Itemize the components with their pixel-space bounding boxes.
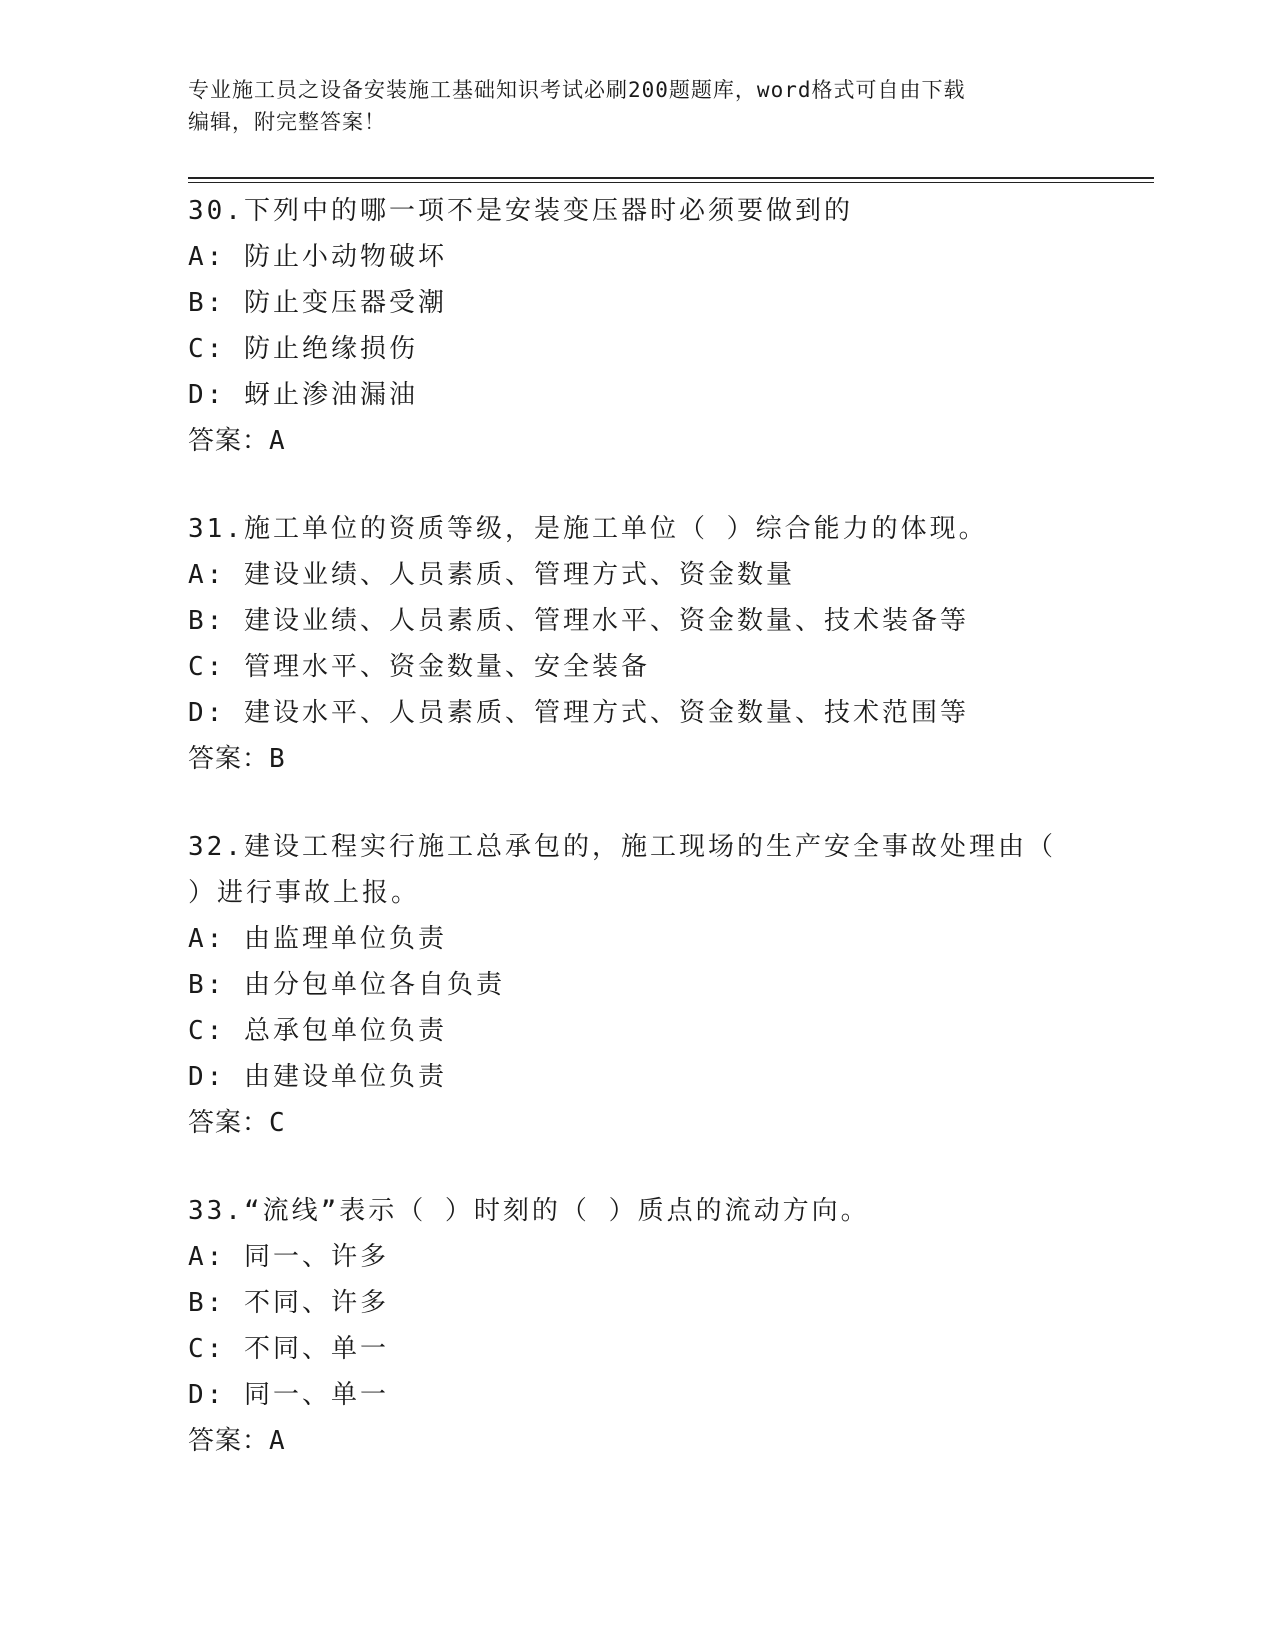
option-b: B: 建设业绩、人员素质、管理水平、资金数量、技术装备等: [188, 606, 969, 636]
answer-value: A: [269, 1426, 286, 1456]
question-stem: 32.建设工程实行施工总承包的，施工现场的生产安全事故处理由（: [188, 832, 1056, 862]
option-a: A: 防止小动物破坏: [188, 242, 447, 272]
answer-line: [188, 736, 1154, 782]
question-stem: 33.“流线”表示（ ）时刻的（ ）质点的流动方向。: [188, 1196, 870, 1226]
answer-label: 答案：: [188, 1108, 270, 1138]
header-title-line-1: 专业施工员之设备安装施工基础知识考试必刷200题题库，word格式可自由下载: [188, 78, 966, 102]
header-divider-thin: [188, 182, 1154, 183]
answer-value: C: [269, 1108, 286, 1138]
option-c: C: 不同、单一: [188, 1334, 389, 1364]
question-30: [188, 188, 1154, 464]
question-31: [188, 506, 1154, 782]
question-32: [188, 824, 1154, 1146]
option-d: D: 蚜止渗油漏油: [188, 380, 418, 410]
header-title-line-2: 编辑，附完整答案！: [188, 110, 386, 134]
option-d: D: 建设水平、人员素质、管理方式、资金数量、技术范围等: [188, 698, 969, 728]
question-stem-continued: ）进行事故上报。: [188, 878, 421, 908]
option-b: B: 防止变压器受潮: [188, 288, 447, 318]
question-stem: 31.施工单位的资质等级，是施工单位（ ）综合能力的体现。: [188, 514, 988, 544]
answer-line: [188, 1100, 1154, 1146]
answer-label: 答案：: [188, 1426, 270, 1456]
answer-line: [188, 1418, 1154, 1464]
answer-value: A: [269, 426, 286, 456]
option-c: C: 管理水平、资金数量、安全装备: [188, 652, 650, 682]
option-d: D: 由建设单位负责: [188, 1062, 447, 1092]
option-c: C: 防止绝缘损伤: [188, 334, 418, 364]
header-divider-thick: [188, 177, 1154, 179]
answer-label: 答案：: [188, 744, 270, 774]
answer-line: [188, 418, 1154, 464]
question-list: [188, 188, 1154, 1464]
option-b: B: 不同、许多: [188, 1288, 389, 1318]
option-a: A: 建设业绩、人员素质、管理方式、资金数量: [188, 560, 795, 590]
option-d: D: 同一、单一: [188, 1380, 389, 1410]
question-33: [188, 1188, 1154, 1464]
option-b: B: 由分包单位各自负责: [188, 970, 505, 1000]
option-c: C: 总承包单位负责: [188, 1016, 447, 1046]
answer-value: B: [269, 744, 286, 774]
option-a: A: 同一、许多: [188, 1242, 389, 1272]
option-a: A: 由监理单位负责: [188, 924, 447, 954]
answer-label: 答案：: [188, 426, 270, 456]
document-header: [188, 74, 1088, 138]
question-stem: 30.下列中的哪一项不是安装变压器时必须要做到的: [188, 196, 853, 226]
